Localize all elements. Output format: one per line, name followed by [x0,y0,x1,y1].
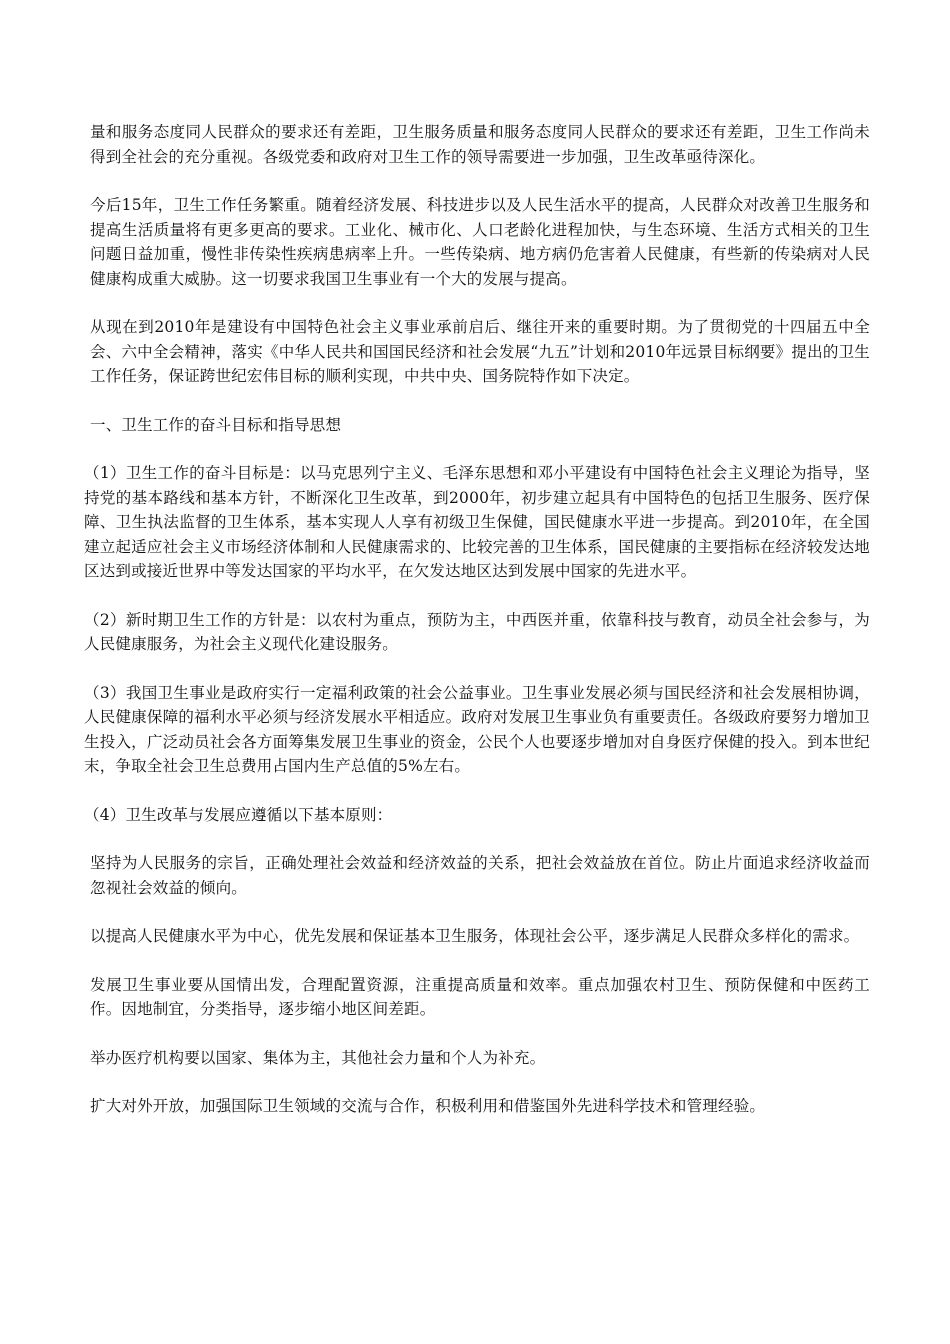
principle-4: 举办医疗机构要以国家、集体为主，其他社会力量和个人为补充。 [90,1048,546,1067]
item-3-public-welfare: （3）我国卫生事业是政府实行一定福利政策的社会公益事业。卫生事业发展必须与国民经济和社会发展相协调，人民健康保障的福利水平必须与经济发展水平相适应。政府对发展卫生事业负有重要责任。各级政府要努力增加卫生投入，广泛动员社会各方面筹集发展卫生事业的资金，公民个人也要逐步增加对自身医疗保健的投入。到本世纪末，争取全社会卫生总费用占国内生产总值的5%左右。 [84,683,870,775]
principle-5: 扩大对外开放，加强国际卫生领域的交流与合作，积极利用和借鉴国外先进科学技术和管理经验。 [90,1097,766,1115]
section-heading-goals: 一、卫生工作的奋斗目标和指导思想 [90,415,342,434]
item-4-principles-intro: （4）卫生改革与发展应遵循以下基本原则： [84,805,393,824]
principle-3: 发展卫生事业要从国情出发，合理配置资源，注重提高质量和效率。重点加强农村卫生、预防保健和中医药工作。因地制宜，分类指导，逐步缩小地区间差距。 [90,975,870,1018]
principle-2: 以提高人民健康水平为中心，优先发展和保证基本卫生服务，体现社会公平，逐步满足人民群众多样化的需求。 [90,927,860,945]
item-2-policy: （2）新时期卫生工作的方针是：以农村为重点，预防为主，中西医并重，依靠科技与教育，动员全社会参与，为人民健康服务，为社会主义现代化建设服务。 [84,610,870,653]
principle-1: 坚持为人民服务的宗旨，正确处理社会效益和经济效益的关系，把社会效益放在首位。防止片面追求经济收益而忽视社会效益的倾向。 [90,854,870,897]
item-1-goals: （1）卫生工作的奋斗目标是：以马克思列宁主义、毛泽东思想和邓小平建设有中国特色社会主义理论为指导，坚持党的基本路线和基本方针，不断深化卫生改革，到2000年，初步建立起具有中国特色的包括卫生服务、医疗保障、卫生执法监督的卫生体系，基本实现人人享有初级卫生保健，国民健康水平进一步提高。到2010年，在全国建立起适应社会主义市场经济体制和人民健康需求的、比较完善的卫生体系，国民健康的主要指标在经济较发达地区达到或接近世界中等发达国家的平均水平，在欠发达地区达到发展中国家的先进水平。 [84,464,870,580]
document-page [84,120,870,1143]
paragraph-decision-preamble: 从现在到2010年是建设有中国特色社会主义事业承前启后、继往开来的重要时期。为了贯彻党的十四届五中全会、六中全会精神，落实《中华人民共和国国民经济和社会发展“九五”计划和2010年远景目标纲要》提出的卫生工作任务，保证跨世纪宏伟目标的顺利实现，中共中央、国务院特作如下决定。 [90,318,870,385]
paragraph-next-15-years: 今后15年，卫生工作任务繁重。随着经济发展、科技进步以及人民生活水平的提高，人民群众对改善卫生服务和提高生活质量将有更多更高的要求。工业化、械市化、人口老龄化进程加快，与生态环境、生活方式相关的卫生问题日益加重，慢性非传染性疾病患病率上升。一些传染病、地方病仍危害着人民健康，有些新的传染病对人民健康构成重大威胁。这一切要求我国卫生事业有一个大的发展与提高。 [90,196,870,288]
paragraph-intro-shortcomings: 量和服务态度同人民群众的要求还有差距，卫生服务质量和服务态度同人民群众的要求还有差距，卫生工作尚未得到全社会的充分重视。各级党委和政府对卫生工作的领导需要进一步加强，卫生改革亟待深化。 [90,123,870,166]
